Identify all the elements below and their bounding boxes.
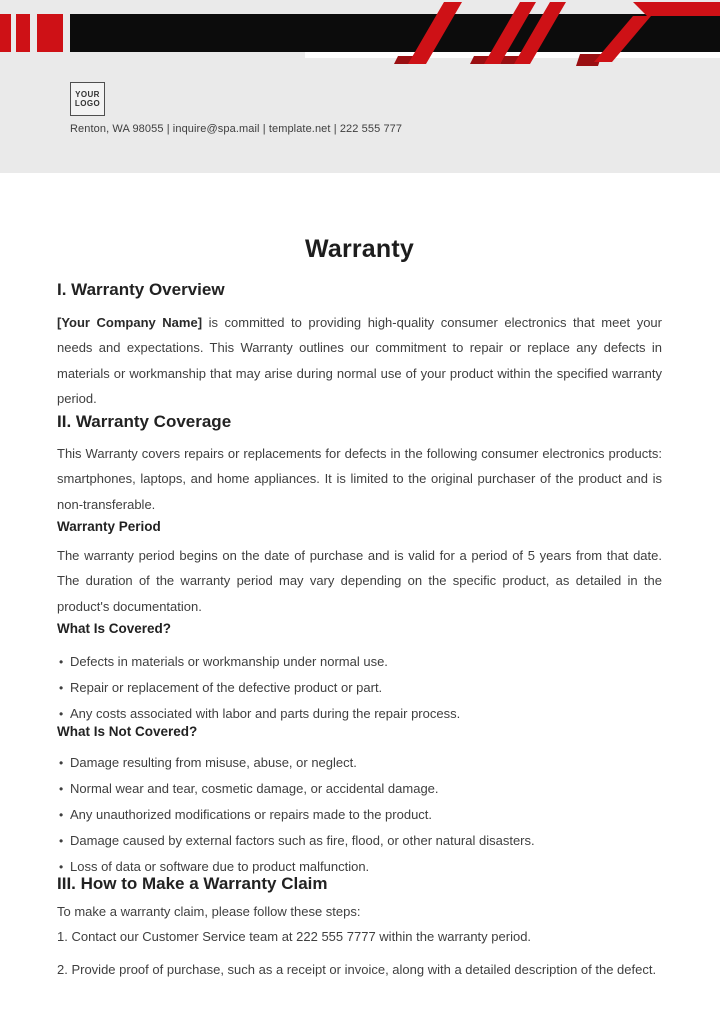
list-item: • Damage resulting from misuse, abuse, or neglect.: [59, 753, 662, 773]
company-name-placeholder: [Your Company Name]: [57, 315, 203, 330]
top-edge-stripe: [633, 2, 720, 16]
list-item: • Repair or replacement of the defective product or part.: [59, 678, 662, 698]
not-covered-list: [59, 753, 662, 877]
list-item: • Loss of data or software due to product malfunction.: [59, 857, 662, 877]
overview-paragraph: [57, 310, 662, 411]
list-item: • Normal wear and tear, cosmetic damage, or accidental damage.: [59, 779, 662, 799]
overview-paragraph-text: is committed to providing high-quality consumer electronics that meet your needs and expectations. This Warranty outlines our commitment to repair or replace any defects in materials or workmanship that may arise during normal use of your product within the specified warranty period.: [57, 315, 662, 406]
claim-intro-line: To make a warranty claim, please follow these steps:: [57, 903, 361, 919]
claim-step: 2. Provide proof of purchase, such as a receipt or invoice, along with a detailed description of the defect.: [57, 961, 657, 977]
logo-text-line1: YOUR: [75, 89, 100, 99]
list-item: • Damage caused by external factors such as fire, flood, or other natural disasters.: [59, 831, 662, 851]
subheading-what-is-covered: What Is Covered?: [57, 620, 172, 636]
document-body: [0, 234, 720, 982]
list-item: • Any unauthorized modifications or repairs made to the product.: [59, 805, 662, 825]
section-heading-claim: III. How to Make a Warranty Claim: [57, 873, 328, 893]
section-heading-coverage: II. Warranty Coverage: [57, 412, 232, 432]
red-stripe-decoration: [0, 0, 720, 70]
contact-info-line: Renton, WA 98055 | inquire@spa.mail | template.net | 222 555 777: [70, 123, 403, 135]
subheading-what-is-not-covered: What Is Not Covered?: [57, 723, 198, 739]
logo-text-line2: LOGO: [74, 99, 101, 108]
section-heading-overview: I. Warranty Overview: [57, 280, 225, 299]
document-title: Warranty: [304, 235, 415, 263]
covered-list: [59, 652, 662, 724]
logo-placeholder[interactable]: [70, 82, 105, 116]
warranty-period-paragraph: The warranty period begins on the date of purchase and is valid for a period of 5 years from that date. The duration of the warranty period may vary depending on the specific product, as detailed in the product's documentation.: [57, 548, 662, 614]
coverage-paragraph: This Warranty covers repairs or replacements for defects in the following consumer electronics products: smartphones, laptops, and home appliances. It is limited to the original purchaser of the product and is non-transferable.: [57, 446, 662, 512]
list-item: • Any costs associated with labor and parts during the repair process.: [59, 704, 662, 724]
letterhead: [0, 0, 720, 173]
list-item: • Defects in materials or workmanship under normal use.: [59, 652, 662, 672]
claim-step: 1. Contact our Customer Service team at 222 555 7777 within the warranty period.: [57, 928, 532, 944]
subheading-warranty-period: Warranty Period: [57, 519, 161, 535]
